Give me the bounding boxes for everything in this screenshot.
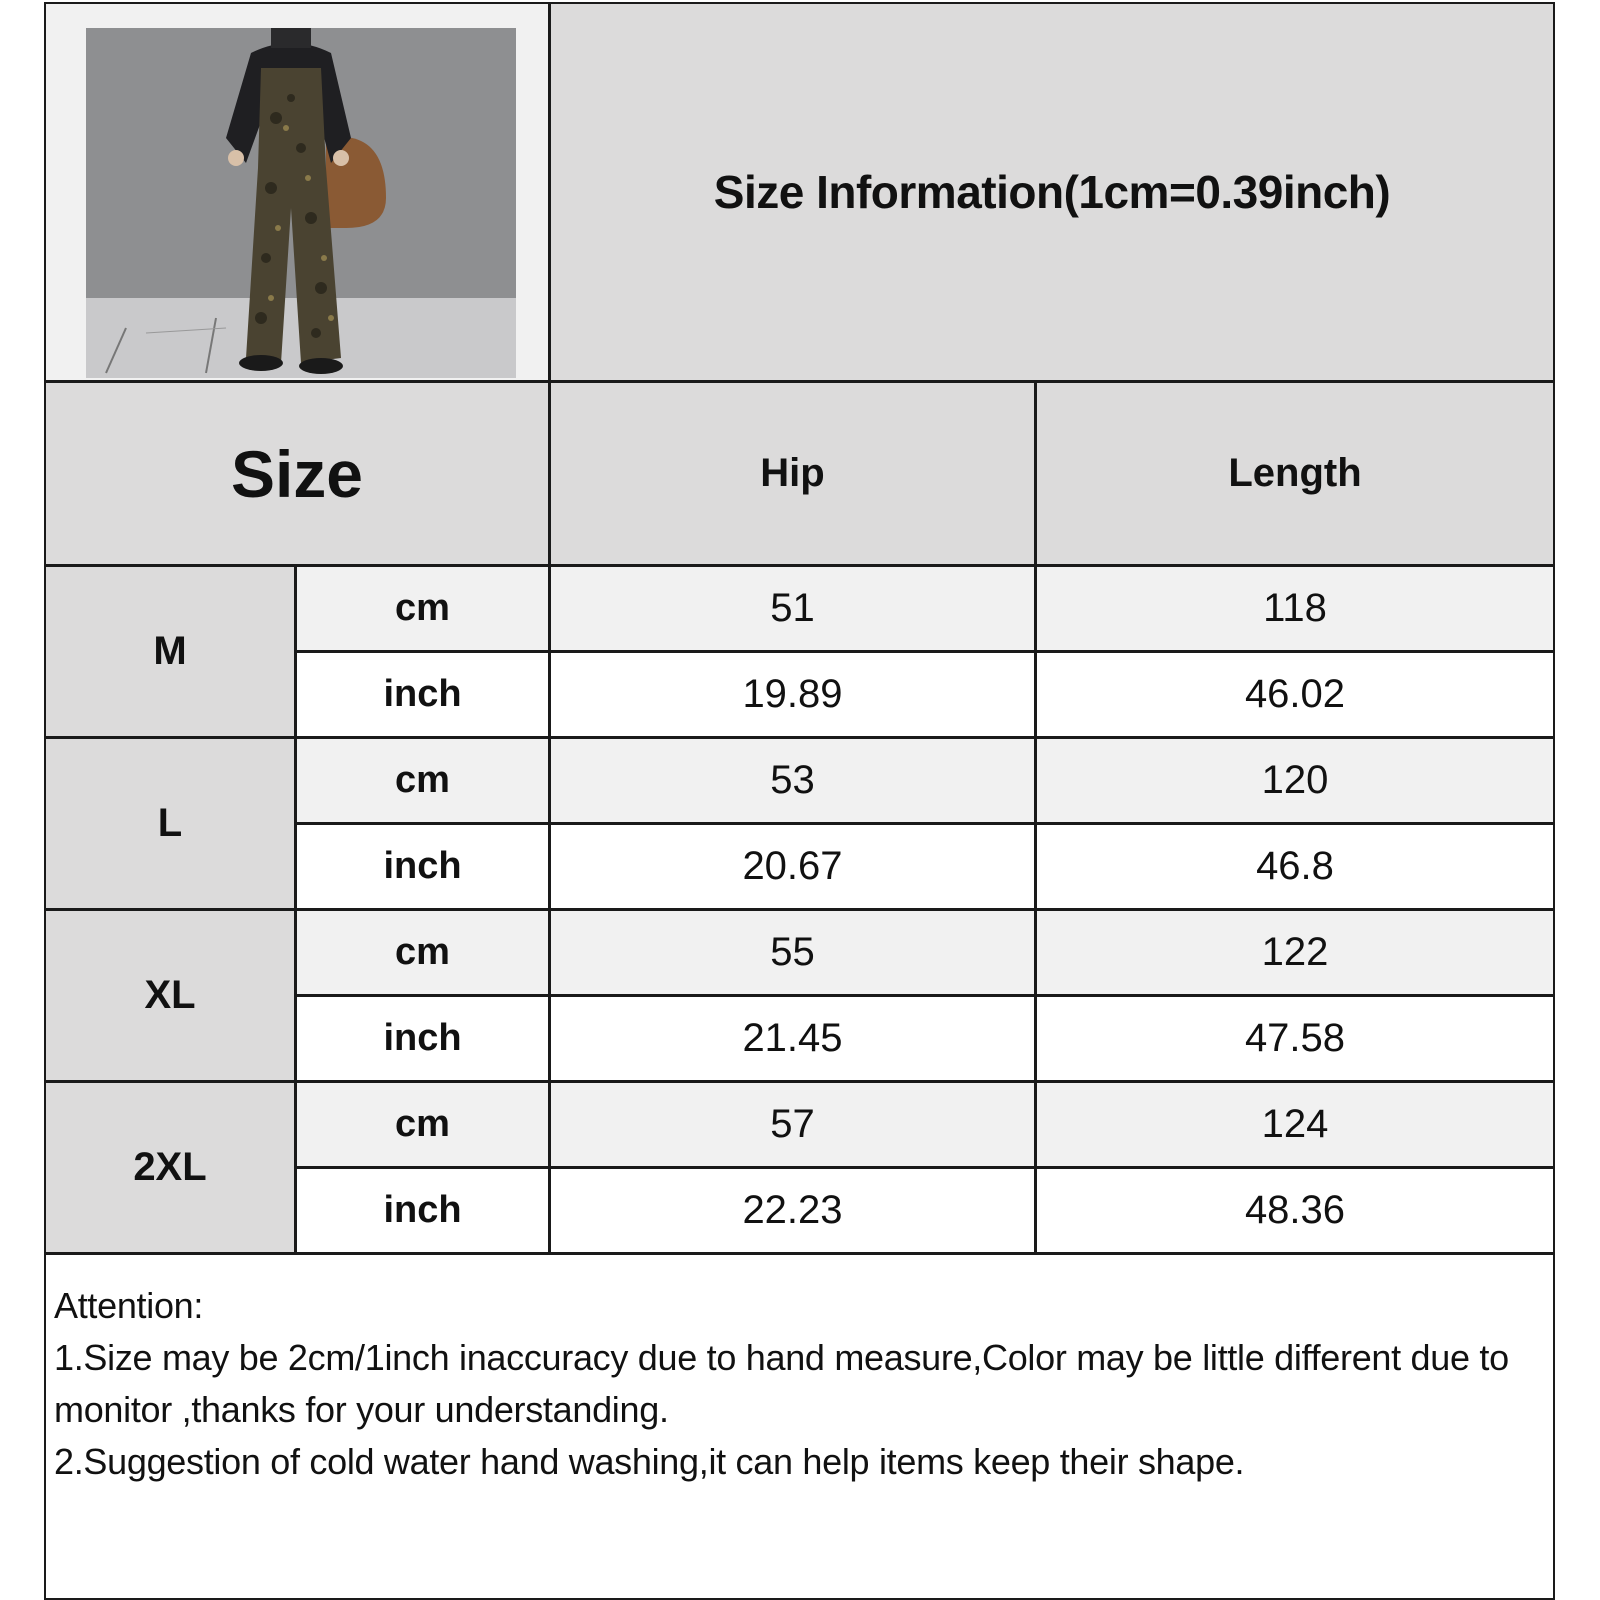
attention-notes [54,1280,1544,1488]
hip-value-cell [551,1083,1034,1166]
length-value-cell [1037,1169,1553,1252]
unit-cell [297,1169,548,1252]
size-header-cell [46,383,548,564]
length-value: 122 [1261,930,1329,974]
unit-cell [297,825,548,908]
grid-line [294,994,1553,997]
grid-line [46,564,1553,567]
length-header-label: Length [1228,451,1362,495]
hip-value: 51 [770,586,815,630]
product-photo [86,28,516,378]
size-m-cell [46,567,294,736]
length-value-cell [1037,825,1553,908]
length-value-cell [1037,997,1553,1080]
title-cell [551,4,1553,380]
size-label: L [157,801,183,845]
unit-label: cm [395,931,450,973]
hip-value-cell [551,825,1034,908]
unit-label: cm [395,587,450,629]
size-header-label: Size [230,436,364,511]
hip-value: 57 [770,1102,815,1146]
unit-cell [297,997,548,1080]
notes-line-1: 1.Size may be 2cm/1inch inaccuracy due to hand measure,Color may be little different due to monitor ,thanks for your understanding. [54,1337,1509,1430]
unit-label: inch [383,1017,462,1059]
grid-line [294,822,1553,825]
unit-cell [297,911,548,994]
size-info-title: Size Information(1cm=0.39inch) [713,166,1391,218]
grid-line [46,1080,1553,1083]
length-value: 46.02 [1244,672,1346,716]
size-label: XL [144,973,196,1017]
size-2xl-cell [46,1083,294,1252]
unit-label: inch [383,1189,462,1231]
size-xl-cell [46,911,294,1080]
hip-header-label: Hip [760,451,825,495]
length-header-cell [1037,383,1553,564]
length-value: 120 [1261,758,1329,802]
length-value: 46.8 [1256,844,1334,888]
notes-line-2: 2.Suggestion of cold water hand washing,it can help items keep their shape. [54,1441,1245,1482]
grid-line [46,1252,1553,1255]
length-value-cell [1037,567,1553,650]
unit-label: cm [395,1103,450,1145]
length-value-cell [1037,739,1553,822]
hip-value-cell [551,1169,1034,1252]
length-value-cell [1037,911,1553,994]
grid-line [294,650,1553,653]
grid-line [46,908,1553,911]
hip-value: 21.45 [742,1016,843,1060]
length-value: 48.36 [1244,1188,1346,1232]
hip-value: 22.23 [742,1188,843,1232]
grid-line [46,380,1553,383]
overalls-model-image [86,28,516,378]
length-value: 124 [1261,1102,1329,1146]
unit-cell [297,1083,548,1166]
unit-cell [297,567,548,650]
size-label: M [153,629,187,673]
hip-value: 20.67 [742,844,843,888]
hip-value-cell [551,997,1034,1080]
hip-value: 19.89 [742,672,843,716]
hip-value-cell [551,653,1034,736]
unit-label: inch [383,845,462,887]
size-l-cell [46,739,294,908]
size-label: 2XL [133,1145,207,1189]
hip-value: 53 [770,758,815,802]
hip-value: 55 [770,930,815,974]
grid-line [1034,380,1037,1252]
unit-label: cm [395,759,450,801]
length-value: 47.58 [1244,1016,1346,1060]
length-value: 118 [1263,586,1327,630]
unit-label: inch [383,673,462,715]
hip-value-cell [551,739,1034,822]
grid-line [294,1166,1553,1169]
grid-line [46,736,1553,739]
unit-cell [297,653,548,736]
length-value-cell [1037,1083,1553,1166]
length-value-cell [1037,653,1553,736]
unit-cell [297,739,548,822]
size-chart [44,2,1555,1600]
hip-value-cell [551,567,1034,650]
hip-value-cell [551,911,1034,994]
hip-header-cell [551,383,1034,564]
grid-line [548,4,551,1252]
notes-heading: Attention: [54,1285,204,1326]
